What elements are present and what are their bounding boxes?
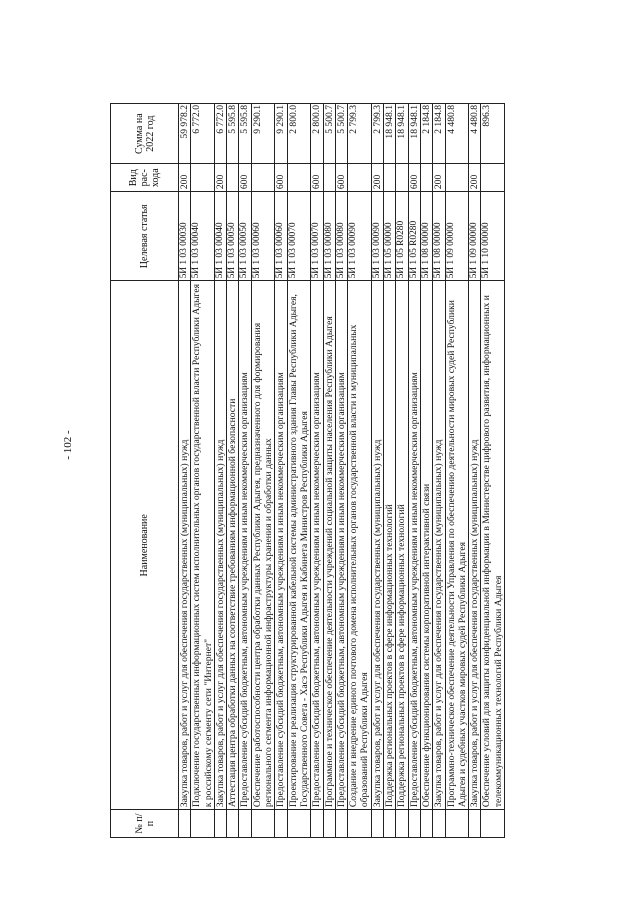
table-body [179,104,505,838]
cell-name: Обеспечение функционирования системы корпоративной интерактивной связи [420,281,432,810]
table-row [251,104,275,838]
table-row [371,104,383,838]
cell-name: Предоставление субсидий бюджетным, автономным учреждениям и иным некоммерческим организациям [311,281,323,810]
header-name: Наименование [111,281,179,810]
cell-code: 5И 1 03 00090 [371,192,383,281]
cell-sum: 5 595.8 [227,104,239,164]
cell-sum: 9 290.1 [275,104,287,164]
cell-code: 5И 1 03 00070 [287,192,311,281]
header-sum: Сумма на 2022 год [111,104,179,164]
cell-vid [287,164,311,192]
cell-sum: 6 772.0 [214,104,226,164]
cell-vid [191,164,215,192]
cell-num [371,810,383,838]
cell-name: Поддержка региональных проектов в сфере информационных технологий [384,281,396,810]
cell-num [481,810,505,838]
cell-num [227,810,239,838]
cell-num [214,810,226,838]
cell-code: 5И 1 05 00000 [384,192,396,281]
table-row [323,104,335,838]
cell-vid: 600 [408,164,420,192]
cell-num [408,810,420,838]
cell-name: Проектирование и реализация структурированной кабельной системы административного здания Главы Республики Адыгея, Государственного Совета - Хасэ Республики Адыгея и Кабинета Министров Республики Адыгея [287,281,311,810]
cell-name: Обеспечение условий для защиты конфиденциальной информации в Министерстве цифрового развития, информационных и телекоммуникационных технологий Республики Адыгея [481,281,505,810]
cell-vid: 600 [311,164,323,192]
cell-name: Предоставление субсидий бюджетным, автономным учреждениям и иным некоммерческим организациям [408,281,420,810]
cell-num [323,810,335,838]
cell-code: 5И 1 03 00060 [275,192,287,281]
cell-sum: 2 799.3 [371,104,383,164]
cell-vid: 200 [214,164,226,192]
header-code: Целевая статья [111,192,179,281]
cell-sum: 2 184.8 [433,104,445,164]
cell-name: Закупка товаров, работ и услуг для обеспечения государственных (муниципальных) нужд [179,281,191,810]
cell-name: Закупка товаров, работ и услуг для обеспечения государственных (муниципальных) нужд [214,281,226,810]
cell-code: 5И 1 03 00040 [214,192,226,281]
cell-code: 5И 1 03 00030 [179,192,191,281]
table-row [433,104,445,838]
cell-name: Закупка товаров, работ и услуг для обеспечения государственных (муниципальных) нужд [433,281,445,810]
cell-code: 5И 1 08 00000 [433,192,445,281]
cell-code: 5И 1 03 00080 [335,192,347,281]
cell-code: 5И 1 03 00060 [251,192,275,281]
table-row [469,104,481,838]
cell-vid [481,164,505,192]
cell-vid [227,164,239,192]
cell-code: 5И 1 09 00000 [469,192,481,281]
header-num: № п/п [111,810,179,838]
cell-code: 5И 1 03 00080 [323,192,335,281]
cell-sum: 6 772.0 [191,104,215,164]
cell-vid: 200 [433,164,445,192]
cell-vid [348,164,372,192]
table-row [348,104,372,838]
cell-vid: 200 [179,164,191,192]
cell-name: Закупка товаров, работ и услуг для обеспечения государственных (муниципальных) нужд [469,281,481,810]
cell-sum: 2 800.0 [311,104,323,164]
table-row [420,104,432,838]
cell-code: 5И 1 09 00000 [445,192,469,281]
cell-num [239,810,251,838]
table-row [408,104,420,838]
cell-sum: 4 480.8 [469,104,481,164]
cell-sum: 2 800.0 [287,104,311,164]
cell-num [396,810,408,838]
cell-num [469,810,481,838]
cell-num [348,810,372,838]
cell-sum: 5 500.7 [323,104,335,164]
table-row [214,104,226,838]
cell-sum: 18 948.1 [384,104,396,164]
cell-code: 5И 1 05 R0280 [408,192,420,281]
cell-name: Обеспечение работоспособности центра обработки данных Республики Адыгея, предназначенного для формирования регионального сегмента информационной инфраструктуры хранения и обработки данных [251,281,275,810]
cell-code: 5И 1 10 00000 [481,192,505,281]
cell-vid [396,164,408,192]
cell-name: Поддержка региональных проектов в сфере информационных технологий [396,281,408,810]
cell-name: Создание и внедрение единого почтового домена исполнительных органов государственной власти и муниципальных образований Республики Адыгея [348,281,372,810]
table-row [179,104,191,838]
cell-code: 5И 1 08 00000 [420,192,432,281]
cell-code: 5И 1 03 00050 [239,192,251,281]
cell-sum: 5 500.7 [335,104,347,164]
cell-num [335,810,347,838]
cell-num [275,810,287,838]
cell-sum: 9 290.1 [251,104,275,164]
table-row [311,104,323,838]
cell-num [191,810,215,838]
cell-num [433,810,445,838]
table-row [481,104,505,838]
cell-name: Предоставление субсидий бюджетным, автономным учреждениям и иным некоммерческим организациям [335,281,347,810]
cell-code: 5И 1 03 00050 [227,192,239,281]
cell-vid: 200 [371,164,383,192]
cell-code: 5И 1 03 00040 [191,192,215,281]
cell-sum: 2 799.3 [348,104,372,164]
cell-vid: 200 [469,164,481,192]
table-row [239,104,251,838]
cell-vid [384,164,396,192]
cell-sum: 2 184.8 [420,104,432,164]
cell-code: 5И 1 05 R0280 [396,192,408,281]
table-header-row [111,104,179,838]
cell-sum: 5 595.8 [239,104,251,164]
cell-name: Закупка товаров, работ и услуг для обеспечения государственных (муниципальных) нужд [371,281,383,810]
cell-vid [251,164,275,192]
budget-table [110,103,505,838]
table-row [335,104,347,838]
table-row [287,104,311,838]
page-number: - 102 - [62,430,74,460]
cell-name: Предоставление субсидий бюджетным, автономным учреждениям и иным некоммерческим организациям [239,281,251,810]
cell-name: Программное и техническое обеспечение деятельности учреждений социальной защиты населения Республики Адыгея [323,281,335,810]
cell-vid [323,164,335,192]
cell-code: 5И 1 03 00090 [348,192,372,281]
cell-name: Программно-техническое обеспечение деятельности Управления по обеспечению деятельности мировых судей Республики Адыгея и судебных участков мировых судей Республики Адыгея [445,281,469,810]
cell-vid [445,164,469,192]
cell-vid: 600 [335,164,347,192]
cell-name: Подключение государственных информационных систем исполнительных органов государственной власти Республики Адыгея к российскому сегменту сети "Интернет" [191,281,215,810]
cell-num [179,810,191,838]
cell-num [311,810,323,838]
cell-num [287,810,311,838]
cell-sum: 59 978.2 [179,104,191,164]
table-row [191,104,215,838]
budget-table-rotated [110,103,552,838]
header-vid: Вид рас-хода [111,164,179,192]
table-row [384,104,396,838]
table-row [445,104,469,838]
cell-num [445,810,469,838]
cell-name: Аттестация центра обработки данных на соответствие требованиям информационной безопасности [227,281,239,810]
cell-vid [420,164,432,192]
cell-sum: 896.3 [481,104,505,164]
cell-sum: 18 948.1 [396,104,408,164]
cell-num [384,810,396,838]
cell-vid: 600 [275,164,287,192]
cell-vid: 600 [239,164,251,192]
cell-sum: 4 480.8 [445,104,469,164]
cell-num [251,810,275,838]
table-row [227,104,239,838]
table-row [275,104,287,838]
table-row [396,104,408,838]
cell-sum: 18 948.1 [408,104,420,164]
cell-name: Предоставление субсидий бюджетным, автономным учреждениям и иным некоммерческим организациям [275,281,287,810]
cell-num [420,810,432,838]
cell-code: 5И 1 03 00070 [311,192,323,281]
